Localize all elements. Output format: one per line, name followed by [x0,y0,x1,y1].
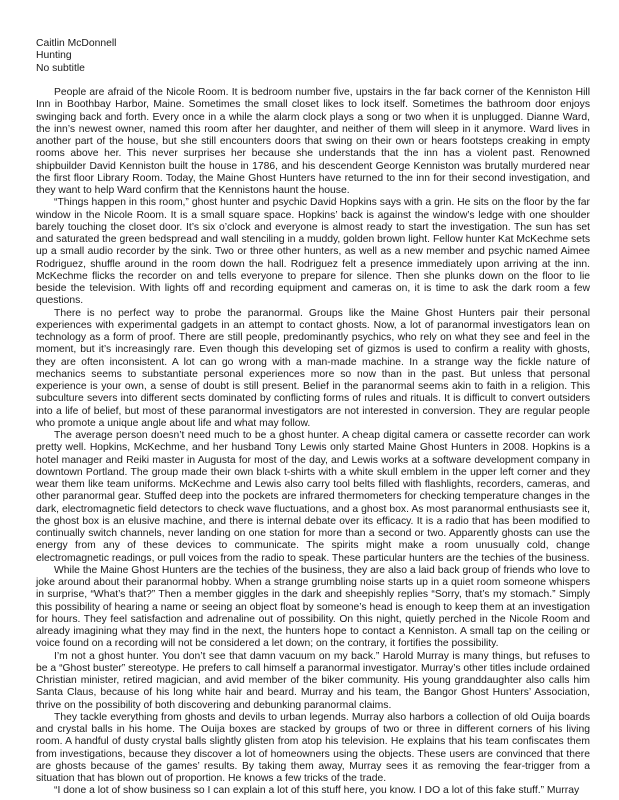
author-name: Caitlin McDonnell [36,38,117,49]
paragraph: They tackle everything from ghosts and devils to urban legends. Murray also harbors a collection of old Ouija boards and crystal balls in his home. The Ouija boxes are stacked by groups of two or three in different corners of his living room. A handful of dusty crystal balls slightly glisten from atop his television. He explains that his team confiscates them from investigations, because they discover a lot of homeowners using the objects. These users are convinced that there are ghosts because of the games’ results. By taking them away, Murray sees it as removing the fear-trigger from a situation that has blown out of proportion. He knows a few tricks of the trade. [36,711,590,784]
header-spacer [36,75,590,87]
document-title: Hunting [36,50,72,62]
paragraph: The average person doesn’t need much to be a ghost hunter. A cheap digital camera or cassette recorder can work pretty well. Hopkins, McKechme, and her husband Tony Lewis only started Maine Ghost Hunters in 2008. Hopkins is a hotel manager and Reiki master in Augusta for most of the day, and Lewis works at a software development company in downtown Portland. The group made their own black t-shirts with a white skull emblem in the upper left corner and they wear them like team uniforms. McKechme and Lewis also carry tool belts filled with flashlights, recorders, cameras, and other paranormal gear. Stuffed deep into the pockets are infrared thermometers for checking temperature changes in the dark, electromagnetic field detectors to check wave fluctuations, and a ghost box. As most paranormal enthusiasts see it, the ghost box is an elusive machine, and there is internal debate over its efficacy. It is a radio that has been modified to continually switch channels, never landing on one station for more than a second or two. Apparently ghosts can use the energy from any of these devices to communicate. The spirits might make a room unusually cold, change electromagnetic readings, or pull voices from the radio to speak. These particular hunters are the techies of the business. [36,430,590,564]
paragraph: There is no perfect way to probe the paranormal. Groups like the Maine Ghost Hunters pair their personal experiences with experimental gadgets in an attempt to contact ghosts. Now, a lot of paranormal investigators lean on technology as a form of proof. There are still people, predominantly psychics, who rely on what they see and feel in the moment, but it’s increasingly rare. Even though this developing set of gizmos is used to confirm a reality with ghosts, they are often inconsistent. A lot can go wrong with a man-made machine. In a strange way the fickle nature of mechanics seems to substantiate personal experiences more so now than in the past. But unless that personal experience is your own, a sense of doubt is still present. Belief in the paranormal seems akin to faith in a religion. This subculture severs into different sects dominated by conflicting forms of rules and rituals. It is difficult to convert outsiders into a life of belief, but most of these paranormal investigators are not interested in conversion. They are regular people who promote a unique angle about life and what may follow. [36,307,590,429]
paragraph: “Things happen in this room,” ghost hunter and psychic David Hopkins says with a grin. He sits on the floor by the far window in the Nicole Room. It is a small square space. Hopkins’ back is against the window’s ledge with one shoulder barely touching the closet door. It’s six o’clock and everyone is almost ready to start the investigation. The sun has set and saturated the green bedspread and wall stenciling in a muddy, golden brown light. Fellow hunter Kat McKechme sets up a small audio recorder by the sink. Two or three other hunters, as well as a new member and psychic named Aimee Rodriguez, shuffle around in the room down the hall. Rodriguez felt a presence immediately upon arriving at the inn. McKechme flicks the recorder on and tells everyone to prepare for silence. Then she plunks down on the floor to lie beside the television. With lights off and recording equipment and cameras on, it is time to ask the dark room a few questions. [36,197,590,307]
paragraph: “I done a lot of show business so I can explain a lot of this stuff here, you know. I DO a lot of this fake stuff.” Murray [54,785,580,797]
document-subtitle: No subtitle [36,62,85,74]
paragraph: While the Maine Ghost Hunters are the techies of the business, they are also a laid back group of friends who love to joke around about their paranormal hobby. When a strange grumbling noise starts up in a quiet room someone whispers in surprise, “What’s that?” Then a member giggles in the dark and sheepishly replies “Sorry, that’s my stomach.” Simply this possibility of hearing a name or seeing an object float by someone’s head is enough to keep them at an investigation for hours. They feel satisfaction and adrenaline out of possibility. On this night, quietly perched in the Nicole Room and already imagining what they may find in the next, the hunters hope to contact a Kenniston. A small tap on the ceiling or voice found on a recording will not be considered a let down; on the contrary, it fortifies the possibility. [36,564,590,650]
paragraph: I’m not a ghost hunter. You don’t see that damn vacuum on my back.” Harold Murray is many things, but refuses to be a “Ghost buster” stereotype. He prefers to call himself a paranormal investigator. Murray’s other titles include ordained Christian minister, retired magician, and avid member of the biker community. His young granddaughter also calls him Santa Claus, because of his long white hair and beard. Murray and his team, the Bangor Ghost Hunters’ Association, thrive on the possibility of both discovering and debunking paranormal claims. [36,650,590,711]
paragraph: People are afraid of the Nicole Room. It is bedroom number five, upstairs in the far back corner of the Kenniston Hill Inn in Boothbay Harbor, Maine. Sometimes the small closet likes to lock itself. Sometimes the bathroom door enjoys swinging back and forth. Every once in a while the alarm clock plays a song or two when it is unplugged. Dianne Ward, the inn’s newest owner, named this room after her daughter, and neither of them will sleep in it anymore. Ward lives in another part of the house, but she still encounters doors that swing on their own or hears footsteps creaking in empty rooms above her. This never surprises her because she understands that the inn has a violent past. Renowned shipbuilder David Kenniston built the house in 1786, and his descendent George Kenniston was brutally murdered near the first floor Library Room. Today, the Maine Ghost Hunters have returned to the inn for their second investigation, and they want to help Ward confirm that the Kennistons haunt the house. [36,87,590,196]
document-body [36,87,590,798]
